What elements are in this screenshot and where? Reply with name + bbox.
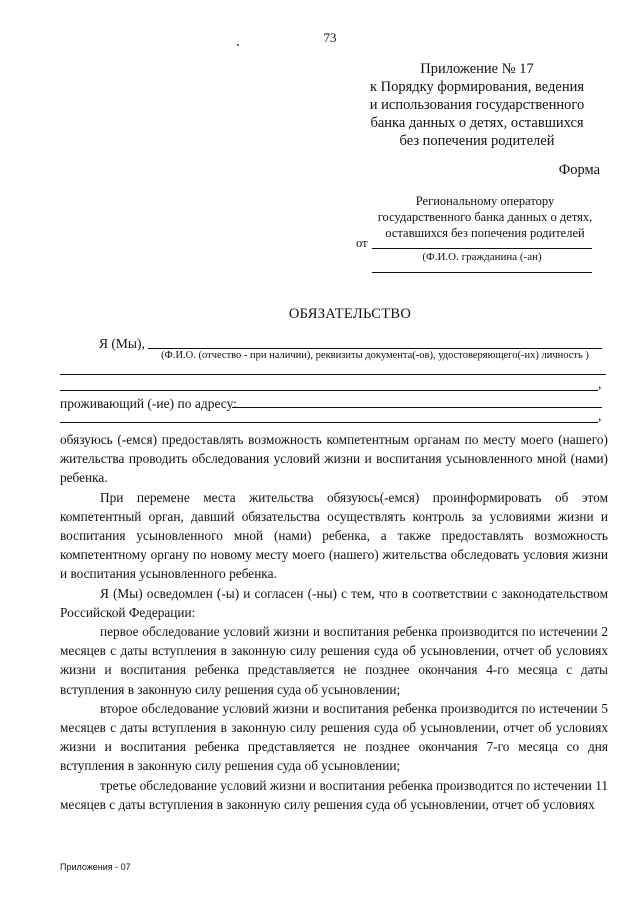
obligation-body	[60, 430, 608, 814]
paragraph: первое обследование условий жизни и воспитания ребенка производится по истечении 2 месяцев с даты вступления в законную силу решения суда об усыновлении, отчет об условиях жизни и воспитания ребенка представляется не позднее окончания 4-го месяца с даты вступления в законную силу решения суда об усыновлении;	[60, 624, 608, 697]
from-name-field-2[interactable]	[372, 272, 592, 273]
declarant-label: Я (Мы),	[99, 336, 145, 351]
from-caption: (Ф.И.О. гражданина (-ан)	[422, 251, 542, 263]
declarant-caption: (Ф.И.О. (отчество - при наличии), реквизиты документа(-ов), удостоверяющего(-их) личность )	[161, 350, 589, 361]
page-number: 73	[323, 30, 337, 45]
recipient-line: государственного банка данных о детях,	[377, 210, 593, 224]
appendix-line: Приложение № 17	[420, 61, 534, 77]
appendix-line: без попечения родителей	[399, 133, 555, 149]
address-label: проживающий (-ие) по адресу:	[60, 396, 237, 411]
paragraph: обязуюсь (-емся) предоставлять возможность компетентным органам по месту моего (нашего) жительства проводить обследования условий жизни и воспитания усыновленного мной (нами) ребенка.	[60, 432, 608, 486]
recipient-line: Региональному оператору	[415, 194, 555, 208]
form-label: Форма	[558, 162, 600, 178]
document-title: ОБЯЗАТЕЛЬСТВО	[288, 306, 412, 322]
scan-speck	[237, 44, 239, 46]
declarant-name-field[interactable]	[148, 348, 602, 349]
paragraph: При перемене места жительства обязуюсь(-емся) проинформировать об этом компетентный орган, давший обязательства осуществлять контроль за условиями жизни и воспитания усыновленного мной (нами) ребенка, а также предоставлять возможность компетентному органу по новому месту моего (нашего) жительства обследовать условия жизни и воспитания усыновленного ребенка.	[60, 489, 608, 582]
page-footer: Приложения - 07	[60, 862, 131, 872]
declarant-field-line-3[interactable]	[60, 390, 598, 391]
declarant-field-line-2[interactable]	[60, 374, 606, 375]
paragraph: третье обследование условий жизни и воспитания ребенка производится по истечении 11 месяцев с даты вступления в законную силу решения суда об усыновлении, отчет об условиях	[60, 777, 608, 812]
address-field[interactable]	[232, 407, 602, 408]
appendix-line: и использования государственного	[369, 97, 585, 113]
declarant-comma: ,	[598, 376, 602, 391]
appendix-line: банка данных о детях, оставшихся	[370, 115, 584, 131]
paragraph: Я (Мы) осведомлен (-ы) и согласен (-ны) с тем, что в соответствии с законодательством Российской Федерации:	[60, 585, 608, 620]
address-field-line-2[interactable]	[60, 422, 598, 423]
paragraph: второе обследование условий жизни и воспитания ребенка производится по истечении 5 месяцев с даты вступления в законную силу решения суда об усыновлении, отчет об условиях жизни и воспитания ребенка представляется не позднее окончания 7-го месяца со дня вступления в законную силу решения суда об усыновлении;	[60, 700, 608, 774]
recipient-line: оставшихся без попечения родителей	[385, 226, 585, 240]
from-label: от	[356, 236, 368, 250]
appendix-header	[352, 60, 602, 150]
recipient-block	[355, 193, 615, 241]
from-name-field[interactable]	[372, 248, 592, 249]
address-comma: ,	[598, 408, 602, 423]
appendix-line: к Порядку формирования, ведения	[369, 79, 585, 95]
